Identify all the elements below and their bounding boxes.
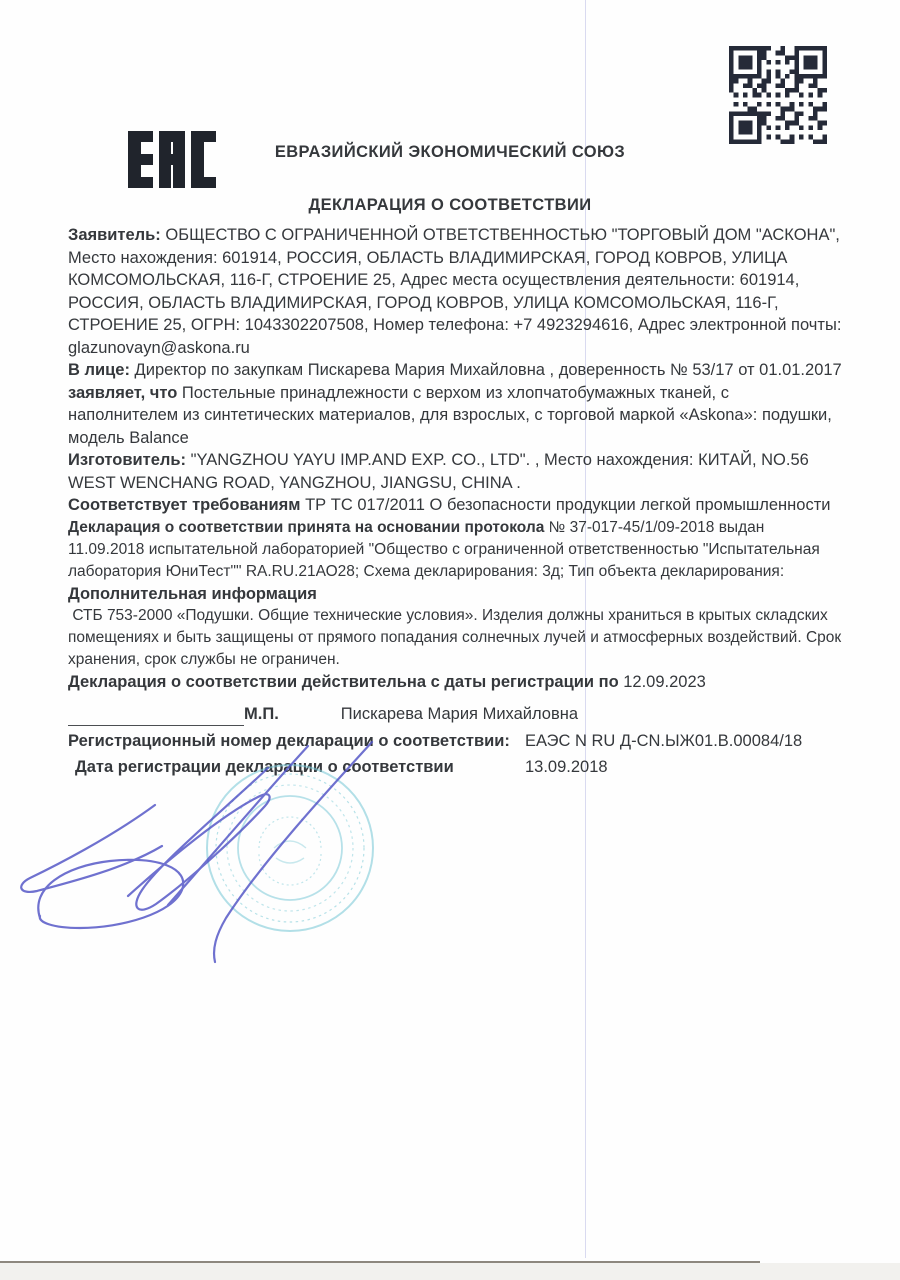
additional-info-text: СТБ 753-2000 «Подушки. Общие технические условия». Изделия должны храниться в крытых складских помещениях и быть защищены от прямого попадания солнечных лучей и атмосферных воздействий. Срок хранения, срок службы не ограничен. (68, 607, 846, 668)
declares-text: Постельные принадлежности с верхом из хлопчатобумажных тканей, с наполнителем из синтетических материалов, для взрослых, с торговой маркой «Askona»: подушки, модель Balance (68, 383, 832, 447)
mp-seal-label: М.П. (244, 705, 279, 723)
complies-paragraph (68, 494, 842, 517)
registration-date-row (68, 756, 842, 779)
basis-label: Декларация о соответствии принята на основании протокола (68, 518, 545, 536)
declares-paragraph (68, 382, 842, 450)
basis-paragraph (68, 517, 842, 583)
scan-edge-line (0, 1261, 760, 1263)
declares-label: заявляет, что (68, 383, 178, 402)
validity-paragraph (68, 671, 842, 694)
round-stamp-icon (204, 762, 376, 934)
validity-label: Декларация о соответствии действительна с даты регистрации по (68, 673, 619, 691)
registration-number-value: ЕАЭС N RU Д-CN.ЫЖ01.В.00084/18 (525, 731, 803, 750)
complies-text: ТР ТС 017/2011 О безопасности продукции легкой промышленности (305, 496, 831, 514)
additional-info-heading: Дополнительная информация (68, 584, 317, 603)
signature-line (68, 708, 244, 726)
signer-name: Пискарева Мария Михайловна (340, 705, 579, 723)
scan-edge-strip (0, 1263, 900, 1280)
manufacturer-paragraph (68, 449, 842, 494)
document-body (68, 224, 846, 779)
qr-code-icon (729, 46, 827, 144)
applicant-text: ОБЩЕСТВО С ОГРАНИЧЕННОЙ ОТВЕТСТВЕННОСТЬЮ "ТОРГОВЫЙ ДОМ "АСКОНА", Место нахождения: 601914, РОССИЯ, ОБЛАСТЬ ВЛАДИМИРСКАЯ, ГОРОД КОВРОВ, УЛИЦА КОМСОМОЛЬСКАЯ, 116-Г, СТРОЕНИЕ 25, Адрес места осуществления деятельности: 601914, РОССИЯ, ОБЛАСТЬ ВЛАДИМИРСКАЯ, ГОРОД КОВРОВ, УЛИЦА КОМСОМОЛЬСКАЯ, 116-Г, СТРОЕНИЕ 25, ОГРН: 1043302207508, Номер телефона: +7 4923294616, Адрес электронной почты: glazunovayn@askona.ru (68, 226, 842, 357)
validity-date: 12.09.2023 (623, 673, 706, 691)
complies-label: Соответствует требованиям (68, 496, 301, 514)
union-header: ЕВРАЗИЙСКИЙ ЭКОНОМИЧЕСКИЙ СОЮЗ (274, 143, 626, 161)
applicant-paragraph (68, 224, 842, 359)
manufacturer-text: "YANGZHOU YAYU IMP.AND EXP. CO., LTD". , Место нахождения: КИТАЙ, NO.56 WEST WENCHANG ROAD, YANGZHOU, JIANGSU, CHINA . (68, 451, 809, 492)
basis-text: № 37-017-45/1/09-2018 выдан 11.09.2018 испытательной лабораторией "Общество с ограниченной ответственностью "Испытательная лаборатория ЮниТест"" RA.RU.21АО28; Схема декларирования: 3д; Тип объекта декларирования: (68, 518, 820, 580)
person-label: В лице: (68, 361, 130, 379)
registration-number-row (68, 730, 842, 753)
registration-date-label: Дата регистрации декларации о соответствии (75, 758, 454, 776)
document-title: ДЕКЛАРАЦИЯ О СООТВЕТСТВИИ (308, 196, 592, 214)
manufacturer-label: Изготовитель: (68, 451, 186, 469)
person-text: Директор по закупкам Пискарева Мария Михайловна , доверенность № 53/17 от 01.01.2017 (134, 361, 842, 379)
registration-number-label: Регистрационный номер декларации о соответствии: (68, 731, 510, 750)
person-paragraph (68, 359, 842, 382)
applicant-label: Заявитель: (68, 226, 161, 244)
registration-date-value: 13.09.2018 (525, 758, 608, 776)
signature-row (68, 704, 842, 726)
